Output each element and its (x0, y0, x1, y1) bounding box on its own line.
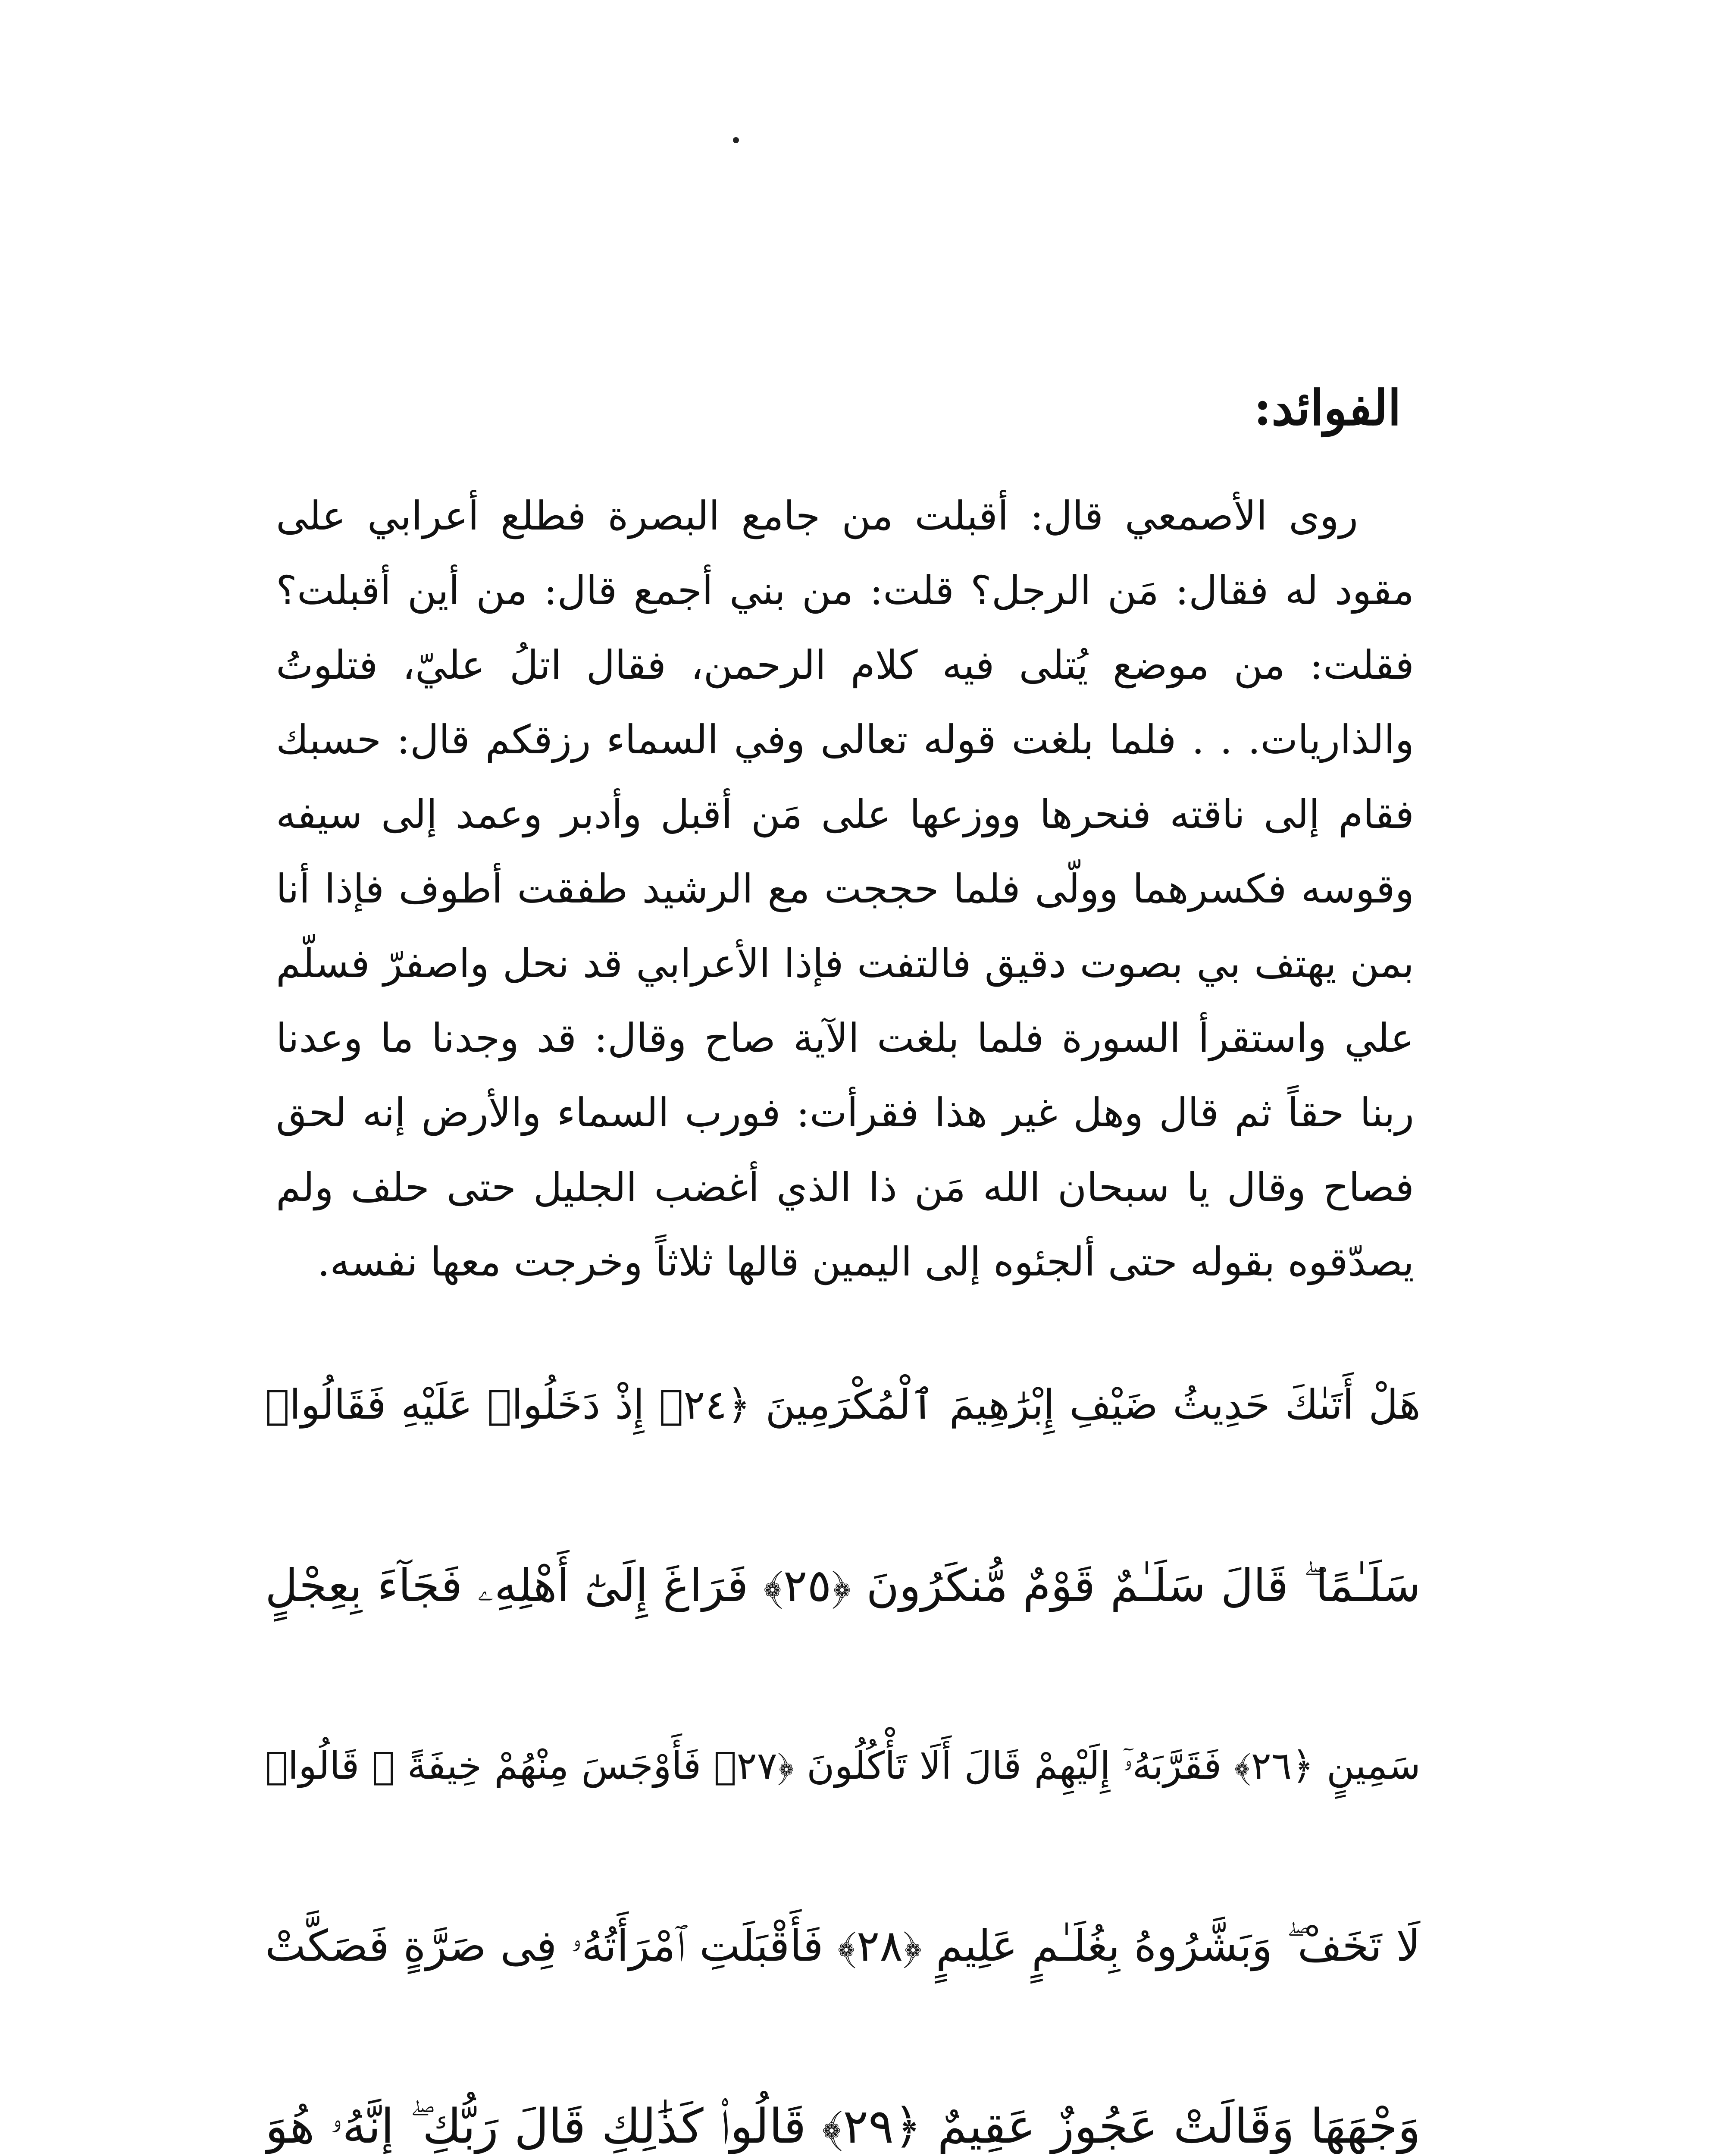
prose-line: روى الأصمعي قال: أقبلت من جامع البصرة فطلع أعرابي على (276, 493, 1358, 539)
prose-paragraph (276, 479, 1414, 1299)
prose-line: والذاريات. . . فلما بلغت قوله تعالى وفي السماء رزقكم قال: حسبك (276, 717, 1414, 763)
quran-verses (265, 1315, 1421, 2156)
prose-line: مقود له فقال: مَن الرجل؟ قلت: من بني أجمع قال: من أين أقبلت؟ (276, 567, 1414, 614)
prose-line: ربنا حقاً ثم قال وهل غير هذا فقرأت: فورب السماء والأرض إنه لحق (276, 1090, 1414, 1136)
section-heading: الفوائد: (1253, 380, 1401, 436)
quran-line: سَمِينٍ ﴿٢٦﴾ فَقَرَّبَهُۥٓ إِلَيْهِمْ قَالَ أَلَا تَأْكُلُونَ ﴿٢٧﴾ فَأَوْجَسَ مِنْهُمْ خِيفَةً ۖ قَالُوا۟ (265, 1743, 1421, 1788)
ink-speck (733, 137, 739, 143)
quran-line: وَجْهَهَا وَقَالَتْ عَجُوزٌ عَقِيمٌ ﴿٢٩﴾ قَالُوا۟ كَذَٰلِكِ قَالَ رَبُّكِ ۖ إِنَّهُۥ هُوَ (265, 2099, 1421, 2154)
prose-line: فقلت: من موضع يُتلى فيه كلام الرحمن، فقال اتلُ عليّ، فتلوتُ (276, 642, 1414, 688)
quran-line: سَلَـٰمًا ۖ قَالَ سَلَـٰمٌ قَوْمٌ مُّنكَرُونَ ﴿٢٥﴾ فَرَاغَ إِلَىٰٓ أَهْلِهِۦ فَجَآءَ بِعِجْلٍ (265, 1559, 1421, 1612)
prose-line: فصاح وقال يا سبحان الله مَن ذا الذي أغضب الجليل حتى حلف ولم (276, 1164, 1414, 1210)
prose-line: وقوسه فكسرهما وولّى فلما حججت مع الرشيد طفقت أطوف فإذا أنا (276, 866, 1414, 912)
quran-line: هَلْ أَتَىٰكَ حَدِيثُ ضَيْفِ إِبْرَٰهِيمَ ٱلْمُكْرَمِينَ ﴿٢٤﴾ إِذْ دَخَلُوا۟ عَلَيْهِ فَقَالُوا۟ (265, 1382, 1421, 1429)
prose-line: يصدّقوه بقوله حتى ألجئوه إلى اليمين قالها ثلاثاً وخرجت معها نفسه. (317, 1239, 1414, 1285)
prose-line: علي واستقرأ السورة فلما بلغت الآية صاح وقال: قد وجدنا ما وعدنا (276, 1015, 1414, 1061)
prose-line: فقام إلى ناقته فنحرها ووزعها على مَن أقبل وأدبر وعمد إلى سيفه (276, 791, 1414, 837)
prose-line: بمن يهتف بي بصوت دقيق فالتفت فإذا الأعرابي قد نحل واصفرّ فسلّم (276, 940, 1414, 987)
quran-line: لَا تَخَفْ ۖ وَبَشَّرُوهُ بِغُلَـٰمٍ عَلِيمٍ ﴿٢٨﴾ فَأَقْبَلَتِ ٱمْرَأَتُهُۥ فِى صَرَّةٍ فَصَكَّتْ (265, 1921, 1421, 1971)
